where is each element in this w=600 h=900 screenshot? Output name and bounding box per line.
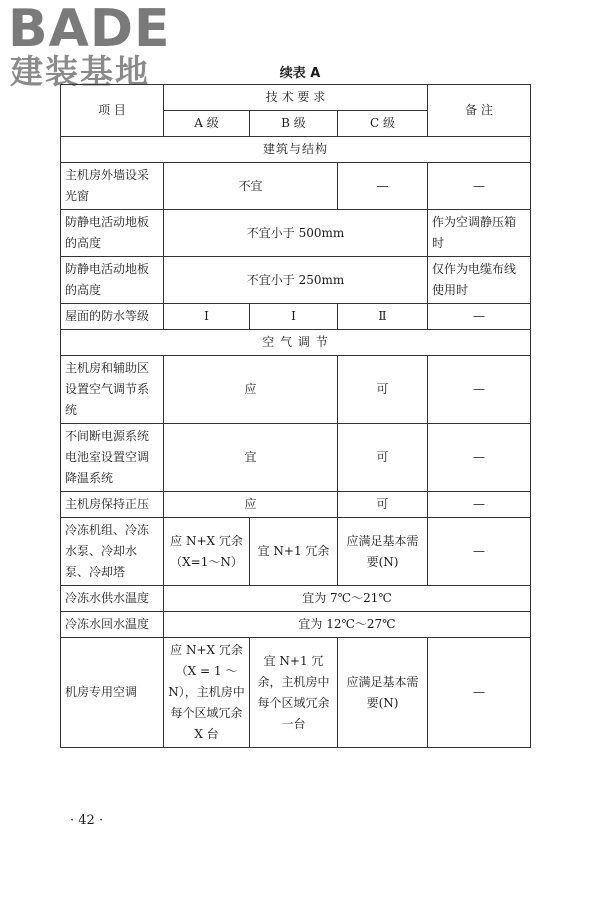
row-remark: — — [428, 638, 531, 748]
row-grade-b: Ⅰ — [250, 304, 338, 330]
row-grade-c: Ⅱ — [338, 304, 428, 330]
row-grade-c: 可 — [338, 356, 428, 424]
header-remark: 备 注 — [428, 85, 531, 137]
group-hvac: 空 气 调 节 — [61, 330, 531, 356]
row-remark: 仅作为电缆布线使用时 — [428, 257, 531, 304]
table-row — [61, 163, 531, 210]
table-row — [61, 586, 531, 612]
row-grade-ab: 不宜 — [164, 163, 338, 210]
row-item: 防静电活动地板的高度 — [61, 210, 164, 257]
row-grade-b: 宜 N+1 冗余，主机房中每个区域冗余一台 — [250, 638, 338, 748]
row-item: 机房专用空调 — [61, 638, 164, 748]
row-remark: — — [428, 356, 531, 424]
group-row — [61, 330, 531, 356]
row-item: 冷冻机组、冷冻水泵、冷却水泵、冷却塔 — [61, 518, 164, 586]
row-grade-ab: 应 — [164, 492, 338, 518]
row-remark: — — [428, 163, 531, 210]
header-grade-a: A 级 — [164, 111, 250, 137]
table-row — [61, 518, 531, 586]
row-grade-a: 应 N+X 冗余（X = 1 ～ N），主机房中每个区域冗余 X 台 — [164, 638, 250, 748]
row-remark: — — [428, 424, 531, 492]
row-value-all: 宜为 7℃～21℃ — [164, 586, 531, 612]
table-row — [61, 612, 531, 638]
group-building: 建筑与结构 — [61, 137, 531, 163]
logo-subtitle: 建装基地 — [10, 52, 150, 91]
row-remark: — — [428, 492, 531, 518]
row-grade-ab: 应 — [164, 356, 338, 424]
table-row — [61, 638, 531, 748]
row-remark: — — [428, 518, 531, 586]
row-item: 防静电活动地板的高度 — [61, 257, 164, 304]
table-row — [61, 257, 531, 304]
row-item: 冷冻水回水温度 — [61, 612, 164, 638]
row-grade-c: 可 — [338, 424, 428, 492]
table-row — [61, 356, 531, 424]
spec-table — [60, 84, 531, 748]
row-grade-c: — — [338, 163, 428, 210]
table-row — [61, 304, 531, 330]
row-item: 主机房和辅助区设置空气调节系统 — [61, 356, 164, 424]
row-item: 主机房保持正压 — [61, 492, 164, 518]
row-grade-a: Ⅰ — [164, 304, 250, 330]
row-grade-abc: 不宜小于 500mm — [164, 210, 428, 257]
header-grade-b: B 级 — [250, 111, 338, 137]
row-remark: 作为空调静压箱时 — [428, 210, 531, 257]
table-title: 续表 A — [279, 66, 321, 81]
header-row — [61, 85, 531, 111]
row-grade-c: 应满足基本需要(N) — [338, 638, 428, 748]
row-item: 屋面的防水等级 — [61, 304, 164, 330]
table-row — [61, 210, 531, 257]
header-item: 项 目 — [61, 85, 164, 137]
logo-wordmark: BADE — [8, 0, 171, 59]
row-grade-a: 应 N+X 冗余（X=1～N） — [164, 518, 250, 586]
row-remark: — — [428, 304, 531, 330]
row-item: 冷冻水供水温度 — [61, 586, 164, 612]
row-item: 主机房外墙设采光窗 — [61, 163, 164, 210]
table-row — [61, 424, 531, 492]
row-grade-ab: 宜 — [164, 424, 338, 492]
header-tech-req: 技 术 要 求 — [164, 85, 428, 111]
row-grade-abc: 不宜小于 250mm — [164, 257, 428, 304]
row-item: 不间断电源系统电池室设置空调降温系统 — [61, 424, 164, 492]
row-grade-b: 宜 N+1 冗余 — [250, 518, 338, 586]
row-grade-c: 可 — [338, 492, 428, 518]
page-number: · 42 · — [70, 813, 104, 828]
header-grade-c: C 级 — [338, 111, 428, 137]
table-row — [61, 492, 531, 518]
row-value-all: 宜为 12℃～27℃ — [164, 612, 531, 638]
row-grade-c: 应满足基本需要(N) — [338, 518, 428, 586]
group-row — [61, 137, 531, 163]
